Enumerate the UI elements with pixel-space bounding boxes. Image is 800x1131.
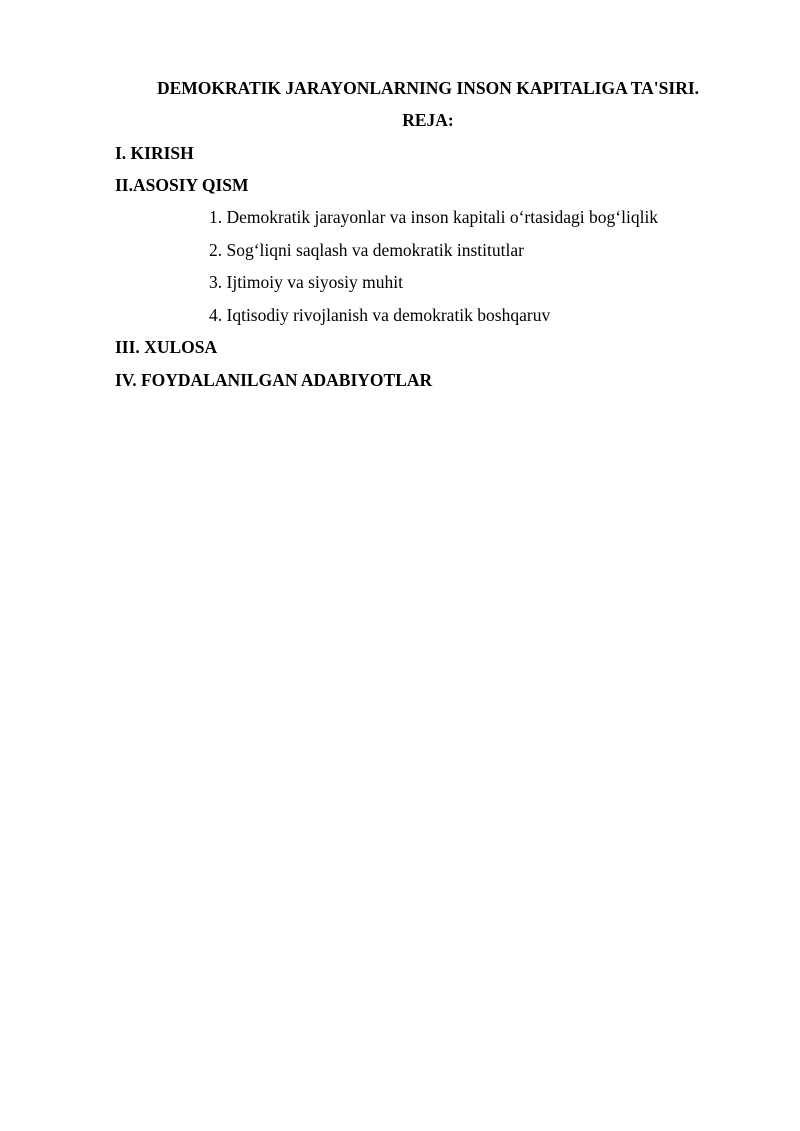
main-part-item-4: 4. Iqtisodiy rivojlanish va demokratik boshqaruv: [209, 305, 551, 325]
plan-heading: REJA:: [402, 110, 454, 130]
document-title: DEMOKRATIK JARAYONLARNING INSON KAPITALIGA TA'SIRI.: [156, 78, 700, 98]
section-conclusion: III. XULOSA: [115, 337, 218, 357]
main-part-item-2: 2. Sog‘liqni saqlash va demokratik institutlar: [209, 240, 524, 260]
section-main-part: II.ASOSIY QISM: [115, 175, 249, 195]
main-part-item-3: 3. Ijtimoiy va siyosiy muhit: [209, 272, 403, 292]
section-references: IV. FOYDALANILGAN ADABIYOTLAR: [115, 370, 433, 390]
main-part-item-1: 1. Demokratik jarayonlar va inson kapitali o‘rtasidagi bog‘liqlik: [209, 207, 659, 227]
section-introduction: I. KIRISH: [115, 143, 194, 163]
